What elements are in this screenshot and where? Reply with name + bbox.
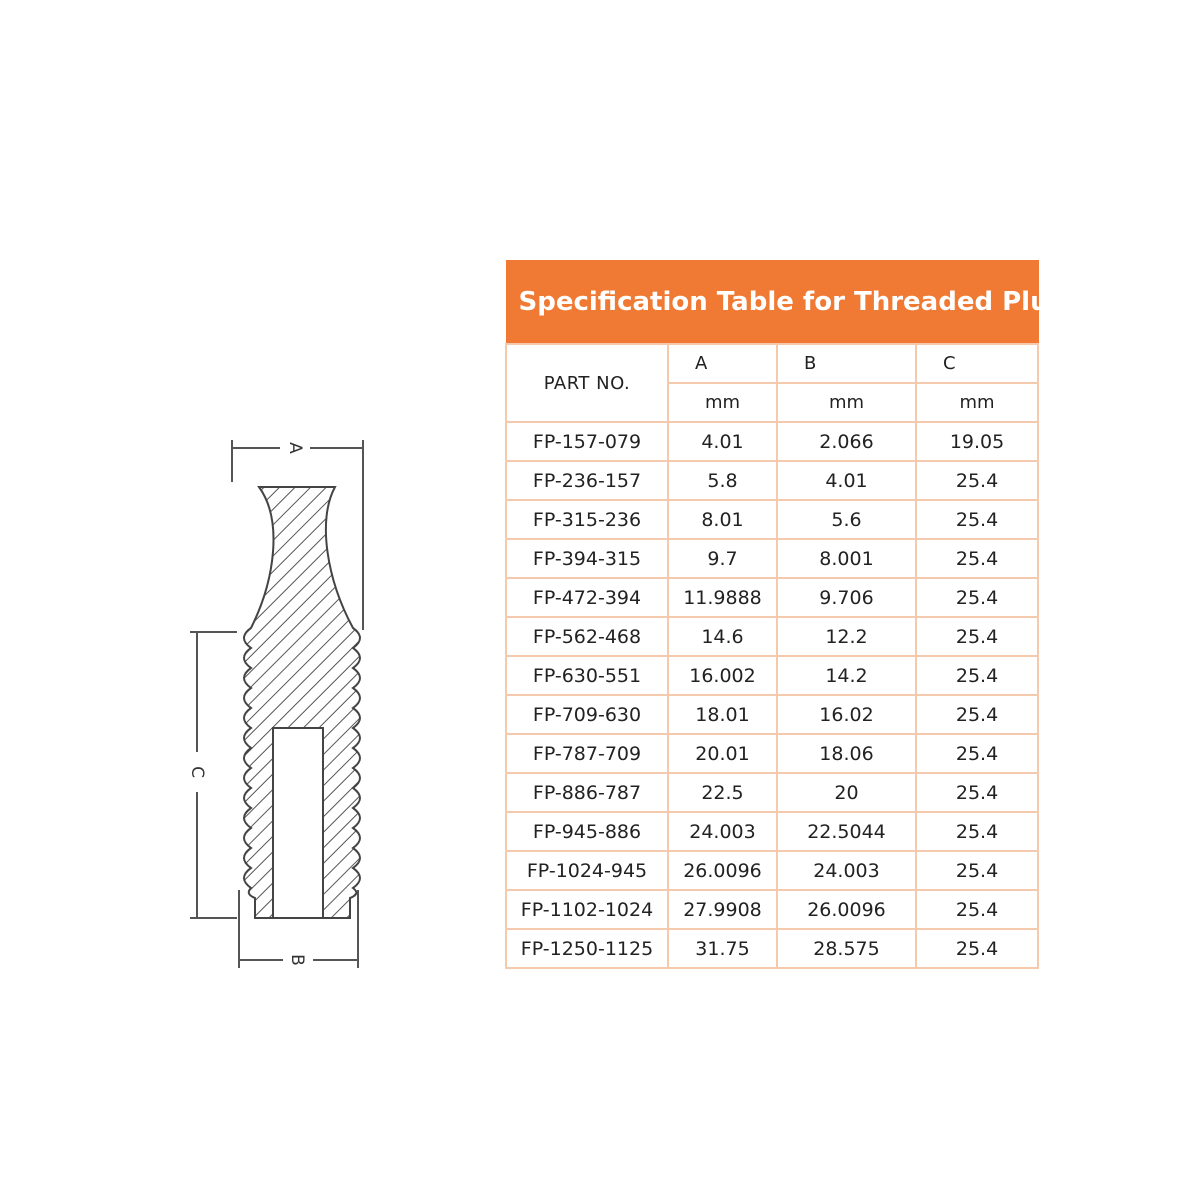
cell-part: FP-630-551 bbox=[506, 656, 668, 695]
cell-b: 20 bbox=[777, 773, 916, 812]
table-row bbox=[506, 851, 1038, 890]
table-row bbox=[506, 695, 1038, 734]
header-col-a: A bbox=[668, 344, 777, 383]
specification-table bbox=[505, 260, 1068, 969]
cell-b: 24.003 bbox=[777, 851, 916, 890]
cell-c: 25.4 bbox=[916, 734, 1038, 773]
cell-part: FP-157-079 bbox=[506, 422, 668, 461]
cell-a: 31.75 bbox=[668, 929, 777, 968]
cell-part: FP-1024-945 bbox=[506, 851, 668, 890]
cell-b: 28.575 bbox=[777, 929, 916, 968]
cell-part: FP-394-315 bbox=[506, 539, 668, 578]
header-unit-a: mm bbox=[668, 383, 777, 422]
table-title: Specification Table for Threaded Plug bbox=[506, 261, 1038, 345]
header-part-no: PART NO. bbox=[506, 344, 668, 422]
cell-a: 8.01 bbox=[668, 500, 777, 539]
cell-a: 11.9888 bbox=[668, 578, 777, 617]
table-row bbox=[506, 500, 1038, 539]
header-unit-b: mm bbox=[777, 383, 916, 422]
cell-c: 25.4 bbox=[916, 890, 1038, 929]
cell-b: 26.0096 bbox=[777, 890, 916, 929]
cell-a: 18.01 bbox=[668, 695, 777, 734]
cell-part: FP-236-157 bbox=[506, 461, 668, 500]
table-row bbox=[506, 422, 1038, 461]
table-row bbox=[506, 656, 1038, 695]
cell-c: 25.4 bbox=[916, 500, 1038, 539]
cell-b: 5.6 bbox=[777, 500, 916, 539]
cell-a: 27.9908 bbox=[668, 890, 777, 929]
cell-a: 16.002 bbox=[668, 656, 777, 695]
cell-b: 12.2 bbox=[777, 617, 916, 656]
cell-part: FP-945-886 bbox=[506, 812, 668, 851]
cell-a: 5.8 bbox=[668, 461, 777, 500]
plug-inner-bore bbox=[273, 728, 323, 918]
table-row bbox=[506, 812, 1038, 851]
cell-b: 18.06 bbox=[777, 734, 916, 773]
cell-a: 26.0096 bbox=[668, 851, 777, 890]
cell-c: 25.4 bbox=[916, 929, 1038, 968]
cell-c: 25.4 bbox=[916, 851, 1038, 890]
cell-b: 8.001 bbox=[777, 539, 916, 578]
cell-c: 25.4 bbox=[916, 656, 1038, 695]
cell-a: 24.003 bbox=[668, 812, 777, 851]
cell-part: FP-562-468 bbox=[506, 617, 668, 656]
table-row bbox=[506, 539, 1038, 578]
header-col-c: C bbox=[916, 344, 1038, 383]
cell-c: 25.4 bbox=[916, 773, 1038, 812]
cell-c: 19.05 bbox=[916, 422, 1038, 461]
cell-b: 2.066 bbox=[777, 422, 916, 461]
dimension-a-label: A bbox=[285, 442, 305, 454]
table-row bbox=[506, 890, 1038, 929]
cell-b: 4.01 bbox=[777, 461, 916, 500]
cell-c: 25.4 bbox=[916, 461, 1038, 500]
cell-c: 25.4 bbox=[916, 695, 1038, 734]
table-row bbox=[506, 461, 1038, 500]
table-row bbox=[506, 734, 1038, 773]
cell-b: 22.5044 bbox=[777, 812, 916, 851]
dimension-c bbox=[187, 632, 237, 918]
cell-b: 16.02 bbox=[777, 695, 916, 734]
cell-part: FP-886-787 bbox=[506, 773, 668, 812]
table-row bbox=[506, 929, 1038, 968]
table-row bbox=[506, 578, 1038, 617]
threaded-plug-drawing bbox=[175, 420, 375, 990]
cell-b: 14.2 bbox=[777, 656, 916, 695]
table-row bbox=[506, 773, 1038, 812]
cell-part: FP-787-709 bbox=[506, 734, 668, 773]
header-col-b: B bbox=[777, 344, 916, 383]
cell-c: 25.4 bbox=[916, 617, 1038, 656]
cell-c: 25.4 bbox=[916, 578, 1038, 617]
cell-part: FP-472-394 bbox=[506, 578, 668, 617]
cell-a: 14.6 bbox=[668, 617, 777, 656]
cell-part: FP-1250-1125 bbox=[506, 929, 668, 968]
cell-c: 25.4 bbox=[916, 539, 1038, 578]
dimension-c-label: C bbox=[187, 766, 207, 778]
header-unit-c: mm bbox=[916, 383, 1038, 422]
cell-c: 25.4 bbox=[916, 812, 1038, 851]
table-row bbox=[506, 617, 1038, 656]
cell-b: 9.706 bbox=[777, 578, 916, 617]
dimension-b-label: B bbox=[287, 954, 307, 966]
plug-cross-section bbox=[175, 420, 375, 990]
cell-a: 20.01 bbox=[668, 734, 777, 773]
cell-part: FP-1102-1024 bbox=[506, 890, 668, 929]
cell-a: 22.5 bbox=[668, 773, 777, 812]
cell-part: FP-315-236 bbox=[506, 500, 668, 539]
cell-a: 9.7 bbox=[668, 539, 777, 578]
cell-part: FP-709-630 bbox=[506, 695, 668, 734]
cell-a: 4.01 bbox=[668, 422, 777, 461]
